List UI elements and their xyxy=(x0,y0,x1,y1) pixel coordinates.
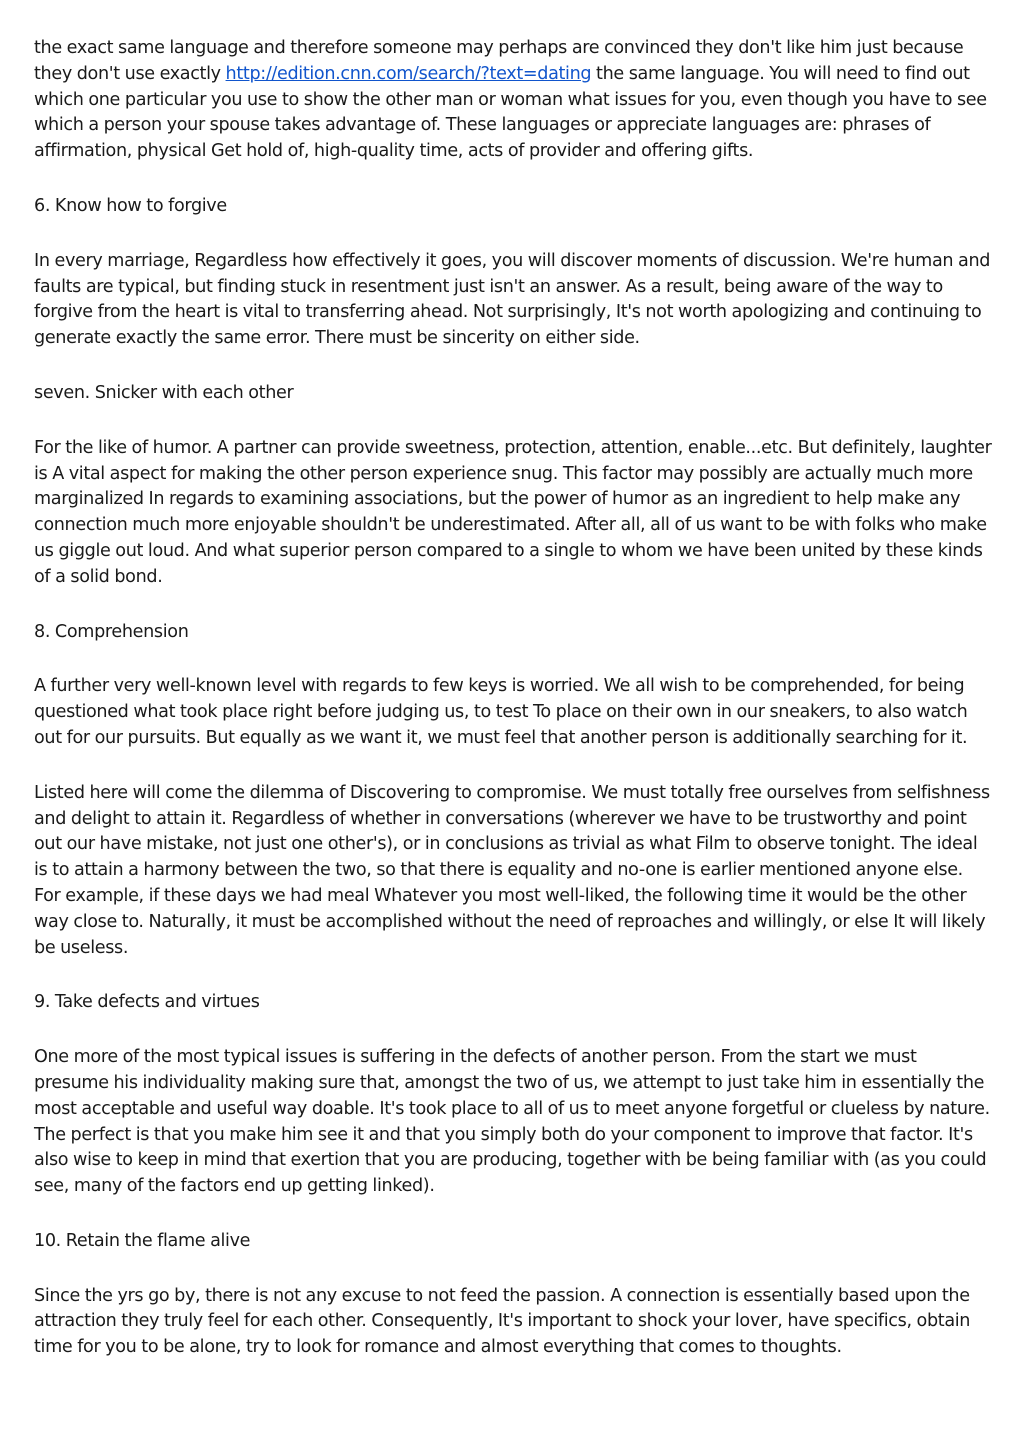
intro-text-after-link: the same language. You will need to find out which one particular you use to show the other man or woman what issues for you, even though you have to see which a person your spouse takes advantage of. These languages or appreciate languages are: phrases of affirmation, physical Get hold of, high-quality time, acts of provider and offering gifts. xyxy=(34,63,987,162)
section-heading-flame: 10. Retain the flame alive xyxy=(34,1230,251,1251)
section-paragraph-comprehension-1: A further very well-known level with regards to few keys is worried. We all wish to be comprehended, for being questioned what took place right before judging us, to test To place on their own in our sneakers, to also watch out for our pursuits. But equally as we want it, we must feel that another person is additionally searching for it. xyxy=(34,676,968,748)
section-heading-laugh: seven. Snicker with each other xyxy=(34,382,294,403)
section-paragraph-laugh: For the like of humor. A partner can provide sweetness, protection, attention, enable...etc. But definitely, laughter is A vital aspect for making the other person experience snug. This factor may possibly are actually much more marginalized In regards to examining associations, but the power of humor as an ingredient to help make any connection much more enjoyable shouldn't be underestimated. After all, all of us want to be with folks who make us giggle out loud. And what superior person compared to a single to whom we have been united by these kinds of a solid bond. xyxy=(34,437,992,587)
section-paragraph-defects: One more of the most typical issues is suffering in the defects of another person. From the start we must presume his individuality making sure that, amongst the two of us, we attempt to just take him in essentially the most acceptable and useful way doable. It's took place to all of us to meet anyone forgetful or clueless by nature. The perfect is that you make him see it and that you simply both do your component to improve that factor. It's also wise to keep in mind that exertion that you are producing, together with be being familiar with (as you could see, many of the factors end up getting linked). xyxy=(34,1047,990,1197)
section-paragraph-forgive: In every marriage, Regardless how effectively it goes, you will discover moments of discussion. We're human and faults are typical, but finding stuck in resentment just isn't an answer. As a result, being aware of the way to forgive from the heart is vital to transferring ahead. Not surprisingly, It's not worth apologizing and continuing to generate exactly the same error. There must be sincerity on either side. xyxy=(34,250,991,349)
intro-text-before-link: the exact same language and therefore someone may perhaps are convinced they don't like him just because they don't use exactly xyxy=(34,38,964,84)
section-paragraph-comprehension-2: Listed here will come the dilemma of Discovering to compromise. We must totally free ourselves from selfishness and delight to attain it. Regardless of whether in conversations (wherever we have to be trustworthy and point out our have mistake, not just one other's), or in conclusions as trivial as what Film to observe tonight. The ideal is to attain a harmony between the two, so that there is equality and no-one is earlier mentioned anyone else. For example, if these days we had meal Whatever you most well-liked, the following time it would be the other way close to. Naturally, it must be accomplished without the need of reproaches and willingly, or else It will likely be useless. xyxy=(34,782,990,958)
intro-paragraph xyxy=(34,36,994,165)
dating-search-link[interactable]: http://edition.cnn.com/search/?text=dating xyxy=(225,63,592,84)
section-heading-defects: 9. Take defects and virtues xyxy=(34,992,260,1013)
section-heading-forgive: 6. Know how to forgive xyxy=(34,195,227,216)
section-paragraph-flame: Since the yrs go by, there is not any excuse to not feed the passion. A connection is essentially based upon the attraction they truly feel for each other. Consequently, It's important to shock your lover, have specifics, obtain time for you to be alone, try to look for romance and almost everything that comes to thoughts. xyxy=(34,1285,971,1358)
section-heading-comprehension: 8. Comprehension xyxy=(34,621,189,642)
document-page xyxy=(34,36,994,1390)
